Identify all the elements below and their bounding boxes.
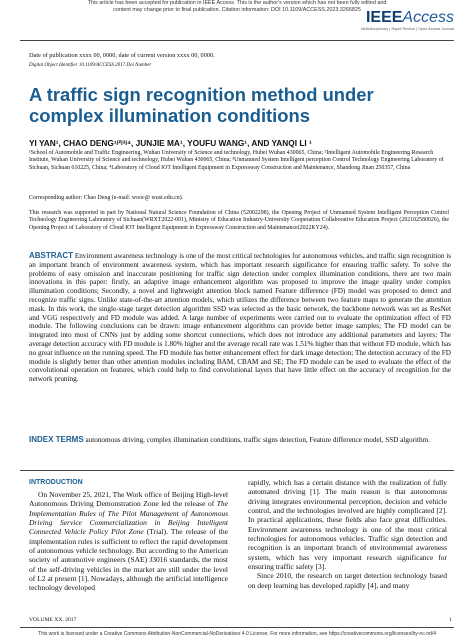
funding-statement: This research was supported in part by National Natural Science Foundation of China (52002298), the Opening Project of Unmanned System Intelligent Perception Control Technology Engineering Laboratory of Sichuan(WRXT2022-001), Ministry of Education Industry-University Cooperation Collaborative Education Project (202102580026), the Opening Project of Laboratory of Cloud IOT Intelligent Equipment in Expressway Construction and Maintenance(2022KY24). [29, 210, 449, 231]
intro-p1-end: (Trial). The release of the implementation rules is sufficient to reflect the rapid development of autonomous vehicle technology. But according to the American society of automotive engineers (SAE) J3016 standards, the most of the self-driving vehicles in the market are still under the level of L2 at present [1]. Nowadays, although the artificial intelligence technology developed [29, 527, 228, 593]
doi-line: Digital Object Identifier 10.1109/ACCESS.2017.Doi Number [29, 63, 152, 68]
logo-access: Access [402, 9, 454, 26]
intro-p1-italic-title: The Implementation Rules of The Pilot Management of Autonomous Driving Service Commercialization in Beijing Intelligent Connected Vehicle Policy Pilot Zone [29, 499, 228, 537]
paper-title: A traffic sign recognition method under complex illumination conditions [29, 84, 374, 126]
page-number: 1 [449, 617, 452, 623]
author-list: YI YAN¹, CHAO DENG¹ʲ²ʲ³ʲ⁴, JUNJIE MA¹, YOUFU WANG¹, AND YANQI LI ¹ [29, 138, 312, 148]
right-column [248, 478, 447, 590]
intro-paragraph-1 [29, 490, 228, 593]
volume-label: VOLUME XX, 2017 [29, 617, 77, 623]
index-terms-text: autonomous driving, complex illumination conditions, traffic signs detection, Feature difference model, SSD algorithm. [85, 436, 430, 444]
affiliations: ¹School of Automobile and Traffic Engineering, Wuhan University of Science and technology, Hubei Wuhan 430065, China; ²Intelligent Automobile Engineering Research Institute, Wuhan University of Science and technology, Hubei Wuhan 430065, China; ³Unmanned System Intelligent perception Control Technology Engineering Laboratory of Sichuan, Sichuan 610225, China; ⁴Laboratory of Cloud IOT Intelligent Equipment in Expressway Construction and Maintenance, Shandong Jinan 250357, China [29, 150, 444, 171]
publication-dates: Date of publication xxxx 00, 0000, date of current version xxxx 00, 0000. [29, 52, 215, 59]
index-terms [29, 436, 451, 445]
acceptance-notice-line1: This article has been accepted for publication in IEEE Access. This is the author's version which has not been fully edited and [87, 0, 387, 6]
ieee-access-logo [361, 9, 454, 31]
footer-divider [20, 627, 454, 628]
acceptance-notice-line2: content may change prior to final publication. Citation information: DOI 10.1109/ACCESS.2023.3266825 [113, 7, 361, 13]
intro-p1-start: On November 25, 2021, The Work office of Beijing High-level Autonomous Driving Demonstration Zone led the release of [29, 490, 228, 509]
license-notice: This work is licensed under a Creative Commons Attribution-NonCommercial-NoDerivatives 4.0 License. For more information, see https://creativecommons.org/licenses/by-nc-nd/4 [37, 631, 437, 637]
introduction-heading: INTRODUCTION [29, 479, 83, 486]
abstract-heading: ABSTRACT [29, 251, 73, 260]
logo-tagline: Multidisciplinary | Rapid Review | Open Access Journal [361, 27, 454, 31]
intro-paragraph-continued: rapidly, which has a certain distance with the realization of fully automated driving [1]. The main reason is that autonomous driving integrates environmental perception, decision and vehicle control, and the technologies involved are highly complicated [2]. In practical applications, these fields also face great difficulties. Environment awareness technology is one of the most critical technologies for autonomous vehicles. Traffic sign detection and recognition is an important branch of environmental awareness system, which has very important research significance for ensuring traffic safety [3]. [248, 478, 447, 572]
logo-ieee: IEEE [365, 9, 403, 26]
intro-paragraph-2: Since 2010, the research on target detection technology based on deep learning has developed rapidly [4], and many [248, 571, 447, 590]
corresponding-author: Corresponding author: Chao Deng (e-mail: wooc@ wust.edu.cn). [29, 195, 184, 201]
abstract [29, 252, 451, 384]
index-terms-heading: INDEX TERMS [29, 435, 84, 444]
header-divider [20, 40, 454, 41]
abstract-text: Environment awareness technology is one of the most critical technologies for autonomous vehicles, and traffic sign recognition is an important branch of environment awareness system, which has important research significance for ensuring traffic safety. To solve the problems of easy omission and inaccurate positioning for traffic sign detection under complex illumination conditions, there are two main innovations in this paper: firstly, an adaptive image enhancement algorithm was proposed to improve the image quality under complex illumination conditions; Secondly, a novel and lightweight attention block named Feature difference (FD) model was proposed to detect and recognize traffic signs. Unlike state-of-the-art attention models, which utilizes the difference between two feature maps to generate the attention mask. In this work, the single-stage target detection algorithm SSD was selected as the basic network, the backbone network was set as ResNet and VGG respectively and FD module was added. A large number of experiments were carried out to evaluate the optimization effect of FD module. The following conclusions can be drawn: image enhancement algorithms can provide better image samples; The FD model can be integrated into most of CNNs just by adding some shortcut connections, which does not introduce any additional parameters and layers; The average detection accuracy with FD module is 1.80% higher and the average recall rate was 1.51% higher than that without FD module, which has no great influence on the running speed. The FD module has better enhancement effect for dark image detection; The detection accuracy of the FD module is slightly better than other attention modules including BAM, CBAM and SE; The FD module can be used to evaluate the effect of the convolutional operation on features, which could help to find convolutional layers that have little effect on the accuracy of recognition for the network pruning. [29, 252, 451, 384]
left-column [29, 490, 228, 593]
section-divider [20, 470, 454, 471]
